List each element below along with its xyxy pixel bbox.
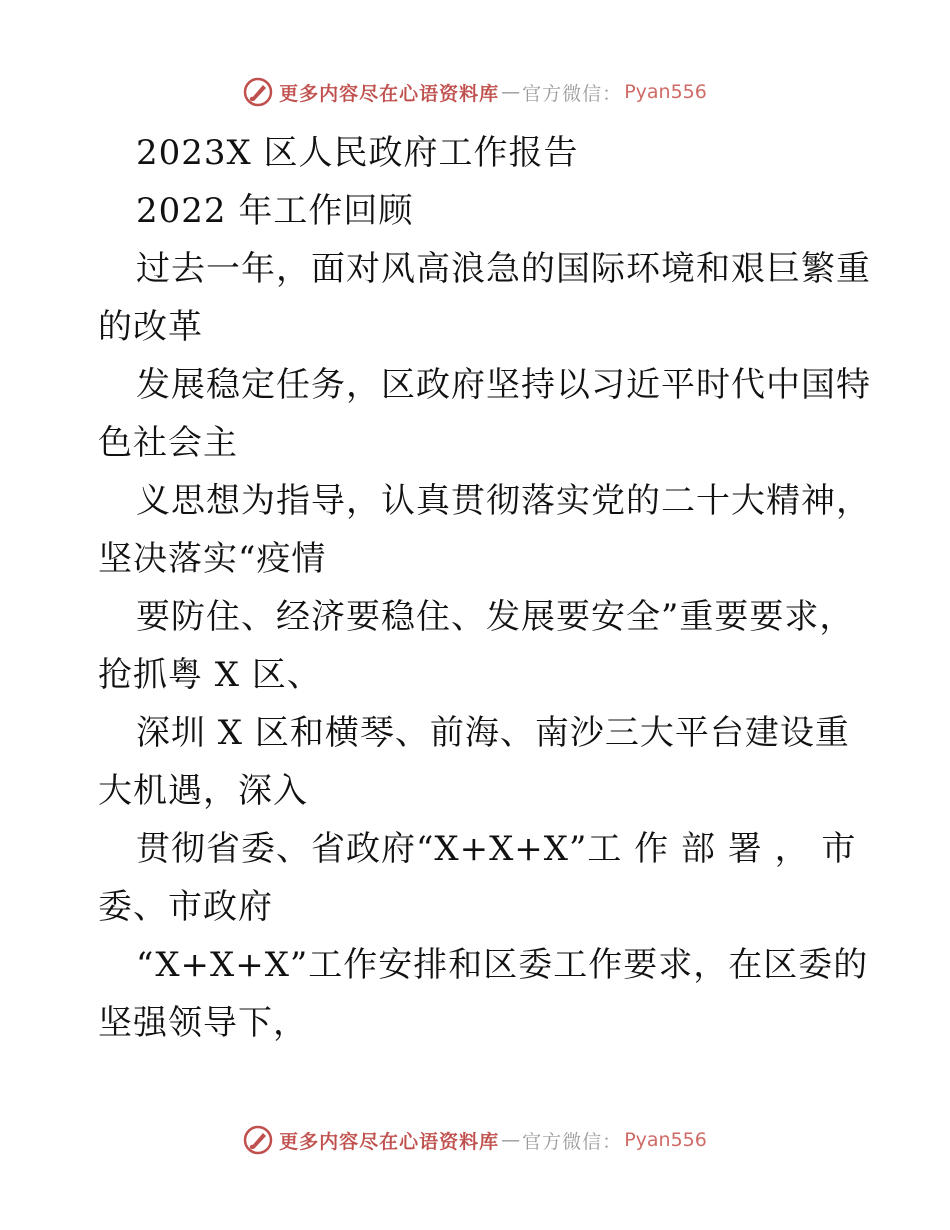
section-heading: 2022 年工作回顾	[136, 191, 414, 231]
watermark-label: 官方微信：	[522, 82, 623, 105]
watermark-footer	[0, 1120, 950, 1160]
paragraph-line: 义思想为指导，认真贯彻落实党的二十大精神，	[136, 481, 871, 521]
paragraph-line: 发展稳定任务，区政府坚持以习近平时代中国特	[136, 365, 871, 405]
paragraph-line: 深圳 X 区和横琴、前海、南沙三大平台建设重	[136, 713, 850, 753]
paragraph-line: 坚强领导下，	[98, 1003, 308, 1043]
paragraph-line: 要防住、经济要稳住、发展要安全”重要要求，	[136, 597, 855, 637]
paragraph-line: 大机遇，深入	[98, 771, 308, 811]
pen-logo-icon	[243, 1125, 273, 1155]
paragraph-line: 的改革	[98, 307, 203, 347]
paragraph-line: 色社会主	[98, 423, 238, 463]
watermark-text: 更多内容尽在心语资料库	[279, 82, 500, 105]
paragraph-line: 过去一年，面对风高浪急的国际环境和艰巨繁重	[136, 249, 871, 289]
document-body	[98, 124, 871, 1052]
paragraph-line: 坚决落实“疫情	[98, 539, 327, 579]
paragraph-line: 委、市政府	[98, 887, 273, 927]
watermark-text: 更多内容尽在心语资料库	[279, 1130, 500, 1153]
watermark-wechat-id: Pyan556	[624, 81, 707, 103]
watermark-separator: —	[501, 81, 521, 103]
watermark-separator: —	[501, 1129, 521, 1151]
paragraph-line: “X+X+X”工作安排和区委工作要求，在区委的	[136, 945, 869, 985]
paragraph-line: 抢抓粤 X 区、	[98, 655, 322, 695]
document-title: 2023X 区人民政府工作报告	[136, 133, 579, 173]
pen-logo-icon	[243, 77, 273, 107]
watermark-header	[0, 72, 950, 112]
watermark-wechat-id: Pyan556	[624, 1129, 707, 1151]
watermark-label: 官方微信：	[522, 1130, 623, 1153]
paragraph-line: 贯彻省委、省政府“X+X+X”工 作 部 署 ， 市	[136, 829, 857, 869]
